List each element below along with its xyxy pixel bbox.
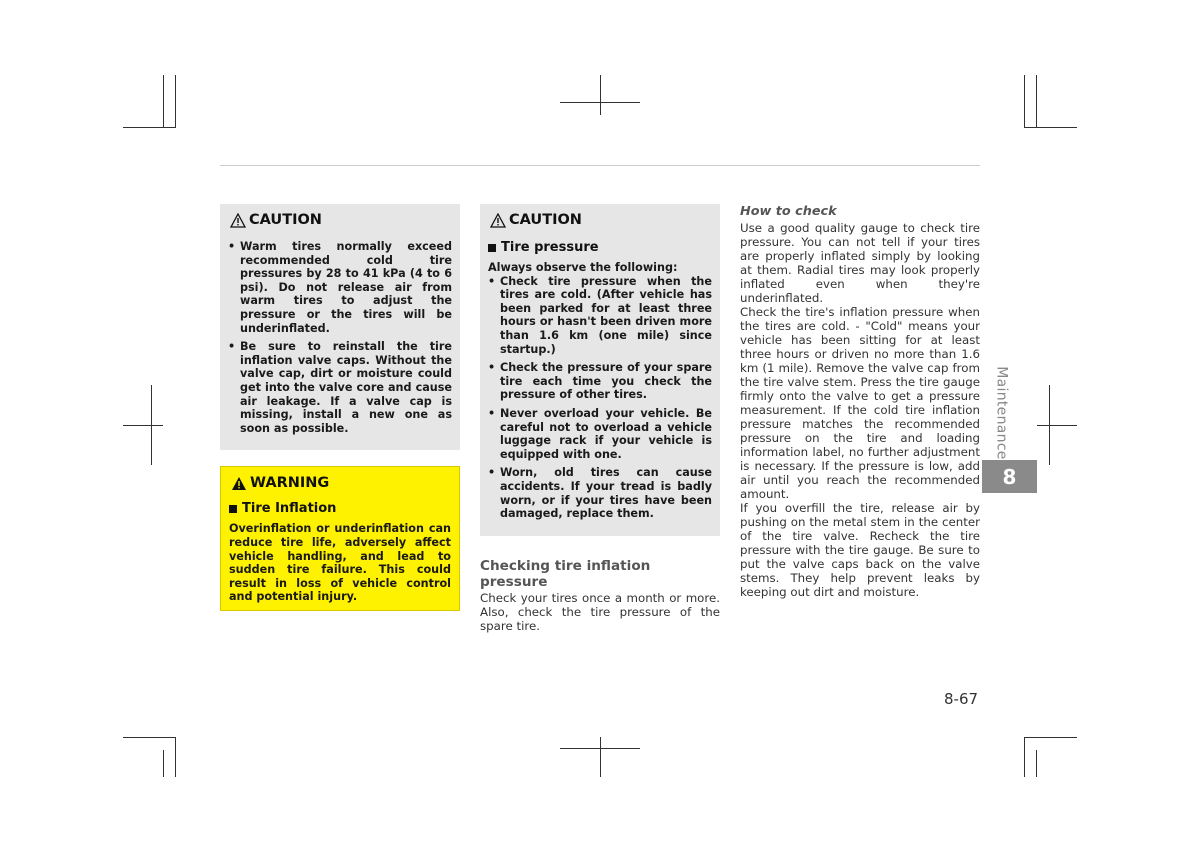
crop-mark	[1024, 737, 1077, 738]
caution-title-text: CAUTION	[509, 212, 582, 228]
page-number: 8-67	[944, 690, 979, 708]
caution-subtitle	[488, 240, 712, 255]
crop-mark	[1036, 75, 1037, 128]
crop-mark	[600, 737, 601, 777]
list-item: • Worn, old tires can cause accidents. If your tread is badly worn, or if your tires have been damaged, replace them.	[488, 466, 712, 520]
crop-mark	[163, 75, 164, 128]
crop-mark	[123, 425, 163, 426]
warning-triangle-outline-icon	[490, 213, 506, 228]
crop-mark	[1037, 425, 1077, 426]
caution-title	[490, 212, 712, 228]
crop-mark	[600, 75, 601, 115]
crop-mark	[123, 127, 176, 128]
caution-list	[488, 275, 712, 521]
crop-mark	[175, 75, 176, 128]
warning-text: Overinflation or underinflation can reduce tire life, adversely affect vehicle handling, and lead to sudden tire failure. This could result in loss of vehicle control and potential injury.	[229, 522, 451, 604]
warning-triangle-outline-icon	[230, 213, 246, 228]
crop-mark	[175, 737, 176, 777]
warning-title-text: WARNING	[250, 475, 330, 492]
list-item: • Never overload your vehicle. Be careful not to overload a vehicle luggage rack if your vehicle is equipped with one.	[488, 407, 712, 461]
paragraph: Check the tire's inflation pressure when the tires are cold. - "Cold" means your vehicle has been sitting for at least three hours or driven no more than 1.6 km (1 mile). Remove the valve cap from the tire valve stem. Press the tire gauge firmly onto the valve to get a pressure measurement. If the cold tire inflation pressure matches the recommended pressure on the tire and loading information label, no further adjustment is necessary. If the pressure is low, add air until you reach the recommended amount.	[740, 305, 980, 501]
chapter-label-text: Maintenance	[994, 366, 1010, 460]
warning-subtitle	[229, 501, 451, 516]
caution-box	[220, 204, 460, 450]
square-bullet-icon	[488, 244, 496, 252]
warning-subtitle-text: Tire Inflation	[242, 501, 337, 517]
caution-title-text: CAUTION	[249, 212, 322, 228]
paragraph: If you overfill the tire, release air by pushing on the metal stem in the center of the tire valve. Recheck the tire pressure with the tire gauge. Be sure to put the valve caps back on the valve stems. They help prevent leaks by keeping out dirt and moisture.	[740, 501, 980, 599]
section-heading: Checking tire inflation pressure	[480, 557, 651, 590]
chapter-label	[992, 368, 1012, 458]
warning-box	[220, 466, 460, 611]
chapter-tab: 8	[982, 460, 1037, 493]
crop-mark	[560, 102, 640, 103]
crop-mark	[1024, 75, 1025, 128]
caution-list	[228, 240, 452, 435]
section-heading: How to check	[740, 204, 837, 219]
column-right	[740, 204, 980, 599]
paragraph: Use a good quality gauge to check tire pressure. You can not tell if your tires are properly inflated simply by looking at them. Radial tires may look properly inflated even when they're underinflated.	[740, 221, 980, 305]
crop-mark	[123, 737, 176, 738]
warning-triangle-icon	[231, 476, 247, 491]
caution-title	[230, 212, 452, 228]
caution-lead: Always observe the following:	[488, 261, 678, 274]
column-left	[220, 204, 460, 611]
list-item: • Warm tires normally exceed recommended cold tire pressures by 28 to 41 kPa (4 to 6 psi). Do not release air from warm tires to adjust the pressure or the tires will be underinflated.	[228, 240, 452, 335]
crop-mark	[560, 748, 640, 749]
warning-title	[231, 475, 451, 491]
column-middle	[480, 204, 720, 633]
header-rule	[220, 165, 980, 166]
list-item: • Be sure to reinstall the tire inflation valve caps. Without the valve cap, dirt or moisture could get into the valve core and cause air leakage. If a valve cap is missing, install a new one as soon as possible.	[228, 340, 452, 435]
crop-mark	[163, 750, 164, 777]
crop-mark	[1036, 750, 1037, 777]
section-text: Check your tires once a month or more. Also, check the tire pressure of the spare tire.	[480, 590, 720, 633]
list-item: • Check the pressure of your spare tire each time you check the pressure of other tires.	[488, 361, 712, 402]
list-item: • Check tire pressure when the tires are cold. (After vehicle has been parked for at least three hours or hasn't been driven more than 1.6 km (one mile) since startup.)	[488, 275, 712, 357]
crop-mark	[1024, 737, 1025, 777]
caution-subtitle-text: Tire pressure	[501, 240, 599, 255]
square-bullet-icon	[229, 505, 237, 513]
caution-box	[480, 204, 720, 536]
crop-mark	[1024, 127, 1077, 128]
